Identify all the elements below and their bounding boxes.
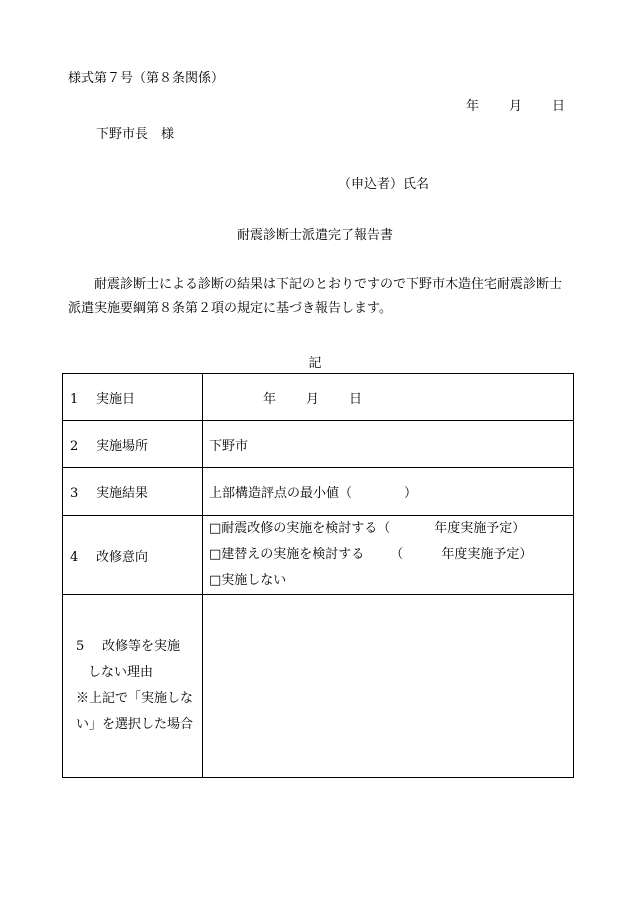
table-row	[63, 468, 574, 516]
form-number: 様式第７号（第８条関係）	[68, 71, 225, 86]
row-label: 4 改修意向	[63, 516, 203, 595]
date-line	[466, 95, 565, 114]
report-table	[62, 373, 574, 778]
renovation-intent-options	[203, 516, 574, 595]
implementation-date-field[interactable]: 年 月 日	[203, 374, 574, 421]
table-row	[63, 595, 574, 778]
table-row	[63, 421, 574, 468]
date-day: 日	[552, 99, 566, 114]
ki-label: 記	[308, 356, 322, 371]
table-row	[63, 374, 574, 421]
option-rebuild[interactable]: □建替えの実施を検討する （ 年度実施予定）	[209, 547, 533, 562]
row-label: 2 実施場所	[63, 421, 203, 468]
addressee: 下野市長 様	[96, 127, 175, 142]
document-title: 耐震診断士派遣完了報告書	[236, 228, 393, 243]
date-month: 月	[509, 99, 523, 114]
table-row	[63, 516, 574, 595]
row-label: 5 改修等を実施 しない理由 ※上記で「実施しな い」を選択した場合	[63, 595, 203, 778]
row-label: 1 実施日	[63, 374, 203, 421]
implementation-result-field[interactable]: 上部構造評点の最小値（ ）	[203, 468, 574, 516]
body-text: 耐震診断士による診断の結果は下記のとおりですので下野市木造住宅耐震診断士派遣実施要綱第８条第２項の規定に基づき報告します。	[68, 277, 563, 316]
option-no-implementation[interactable]: □実施しない	[209, 573, 287, 588]
non-implementation-reason-field[interactable]	[203, 595, 574, 778]
row-label: 3 実施結果	[63, 468, 203, 516]
option-seismic-retrofit[interactable]: □耐震改修の実施を検討する（ 年度実施予定）	[209, 521, 526, 536]
applicant-name-label: （申込者）氏名	[338, 177, 430, 192]
date-year: 年	[466, 99, 480, 114]
implementation-place-field[interactable]: 下野市	[203, 421, 574, 468]
